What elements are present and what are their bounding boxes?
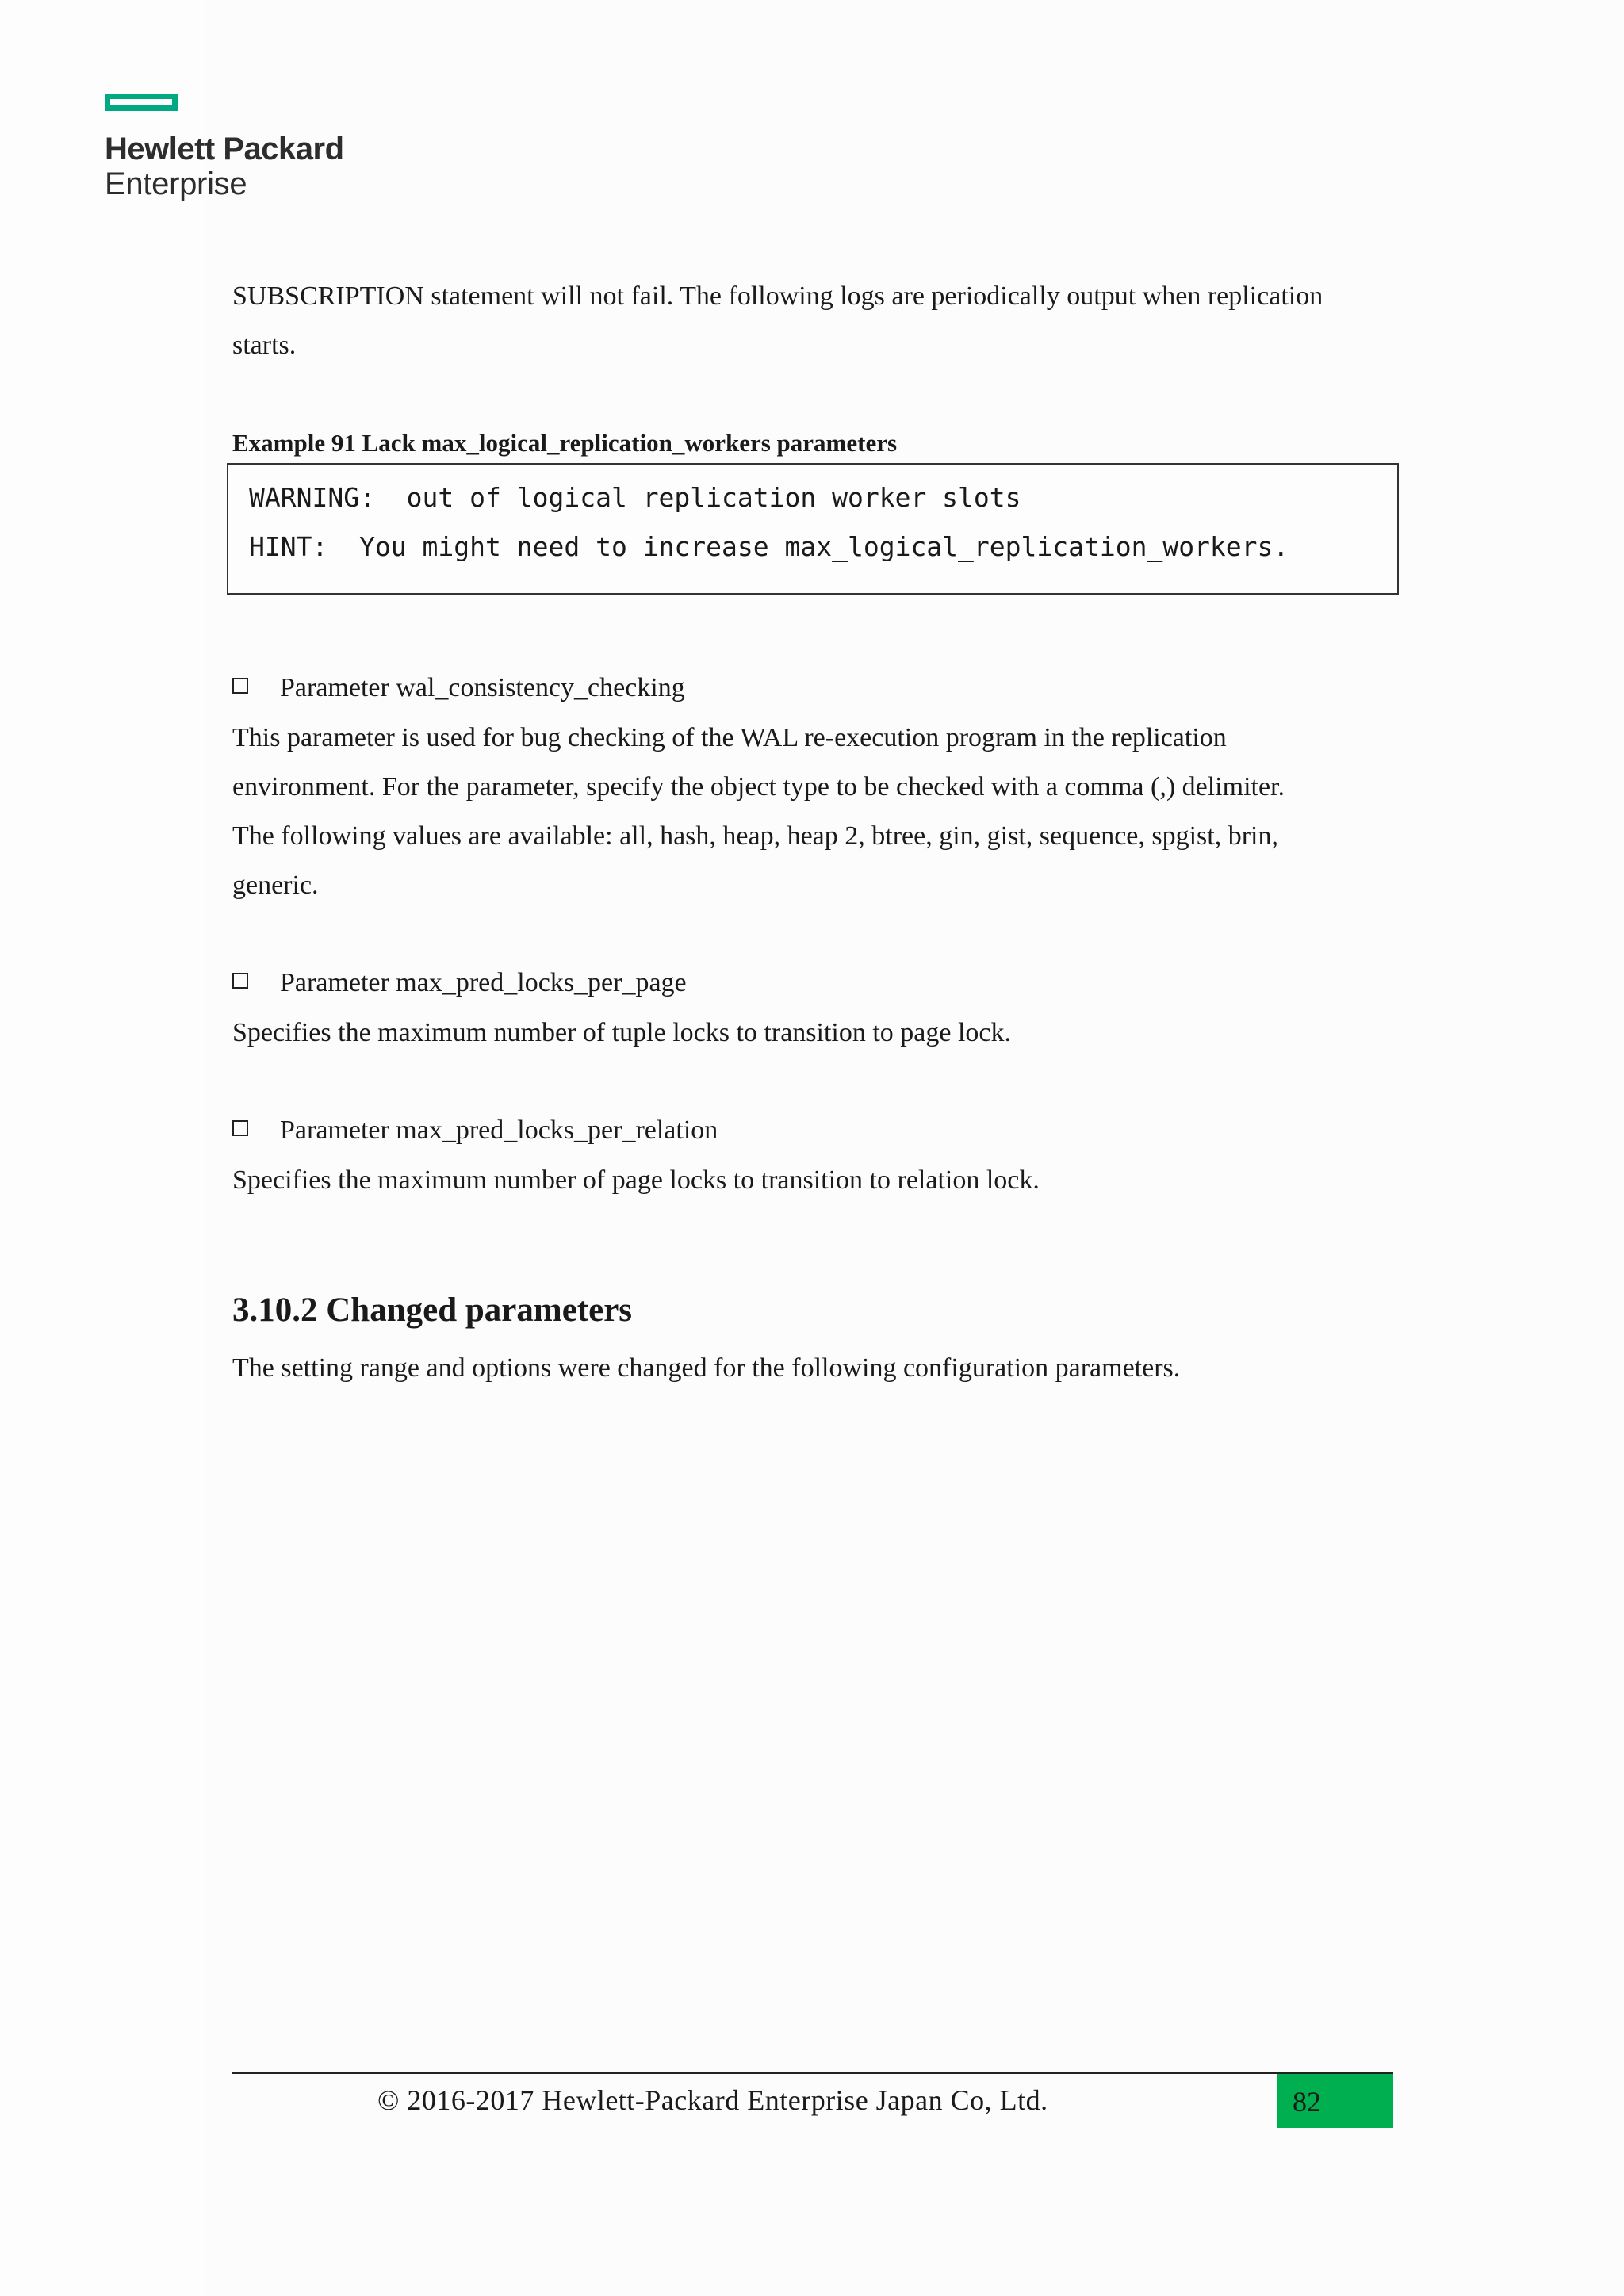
- param-body-line: Specifies the maximum number of page locks to transition to relation lock.: [232, 1165, 1040, 1195]
- code-line-warning: WARNING: out of logical replication worker slots: [249, 482, 1021, 513]
- param-heading-max-pred-locks-per-page: [232, 968, 687, 998]
- square-bullet-icon: [232, 973, 248, 989]
- param-body-line: This parameter is used for bug checking of the WAL re-execution program in the replication: [232, 723, 1227, 752]
- page-background: [206, 0, 1624, 2296]
- param-heading-wal-consistency-checking: [232, 673, 685, 703]
- logo-text-line2: Enterprise: [105, 166, 247, 201]
- footer-divider: [232, 2072, 1393, 2074]
- param-title: Parameter max_pred_locks_per_page: [280, 968, 687, 997]
- param-body-line: The following values are available: all, hash, heap, heap 2, btree, gin, gist, sequence, spgist, brin,: [232, 821, 1278, 851]
- example-caption: Example 91 Lack max_logical_replication_workers parameters: [232, 429, 898, 457]
- section-heading: 3.10.2 Changed parameters: [232, 1292, 633, 1329]
- hpe-logo-bar-icon: [105, 94, 178, 111]
- logo-text-line1: Hewlett Packard: [105, 132, 344, 166]
- square-bullet-icon: [232, 1120, 248, 1136]
- square-bullet-icon: [232, 678, 248, 694]
- hpe-logo: [105, 94, 344, 201]
- page-number: 82: [1293, 2086, 1321, 2118]
- param-body-line: environment. For the parameter, specify the object type to be checked with a comma (,) delimiter.: [232, 772, 1285, 802]
- footer-copyright: © 2016-2017 Hewlett-Packard Enterprise Japan Co, Ltd.: [377, 2084, 1048, 2116]
- section-body: The setting range and options were changed for the following configuration parameters.: [232, 1353, 1181, 1383]
- param-title: Parameter max_pred_locks_per_relation: [280, 1115, 718, 1145]
- page-number-badge: [1277, 2074, 1393, 2128]
- param-body-line: Specifies the maximum number of tuple locks to transition to page lock.: [232, 1018, 1012, 1047]
- code-block: [227, 463, 1399, 595]
- intro-line-1: SUBSCRIPTION statement will not fail. The following logs are periodically output when replication: [232, 281, 1323, 311]
- code-line-hint: HINT: You might need to increase max_logical_replication_workers.: [249, 531, 1289, 562]
- param-heading-max-pred-locks-per-relation: [232, 1115, 718, 1146]
- intro-line-2: starts.: [232, 331, 297, 360]
- param-body-line: generic.: [232, 871, 319, 900]
- param-title: Parameter wal_consistency_checking: [280, 673, 685, 702]
